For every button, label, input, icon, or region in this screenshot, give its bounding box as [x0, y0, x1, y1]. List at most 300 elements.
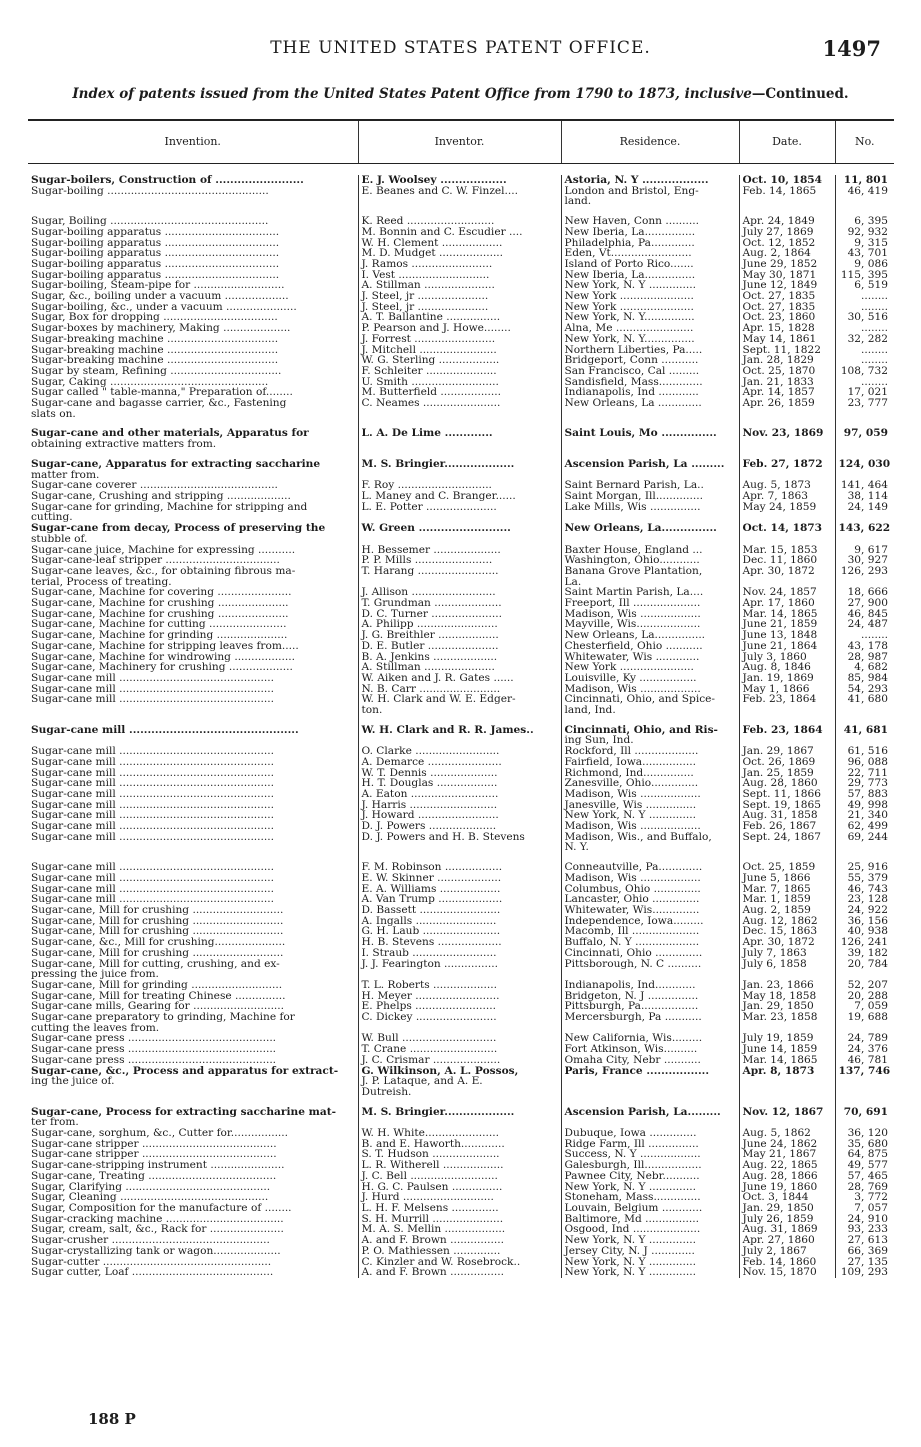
date-cell: Jan. 25, 1859: [739, 768, 835, 779]
blank-cell: [28, 419, 358, 428]
number-cell: 126, 293: [840, 565, 888, 577]
residence-cell: Osgood, Ind ....................: [561, 1224, 739, 1235]
date-cell: Jan. 28, 1829: [739, 355, 835, 366]
number-cell: 54, 293: [847, 683, 888, 695]
table-row: [28, 523, 894, 534]
residence-cell: N. Y.: [561, 842, 739, 853]
invention-cell: Sugar-cane, Treating ......................................: [28, 1171, 358, 1182]
inventor-cell: B. A. Jenkins ...................: [358, 652, 561, 663]
residence-cell: Saint Louis, Mo ...............: [561, 428, 739, 439]
inventor-cell: D. C. Turner .....................: [358, 609, 561, 620]
invention-cell: Sugar-cane mill ..............................................: [28, 810, 358, 821]
residence-cell: Pittsborough, N. C ..........: [561, 959, 739, 970]
table-row: [28, 1246, 894, 1257]
invention-cell: ing the juice of.: [28, 1076, 358, 1087]
blank-cell: [561, 853, 739, 862]
invention-cell: Sugar-breaking machine .................................: [28, 345, 358, 356]
date-cell: Apr. 15, 1828: [739, 323, 835, 334]
date-cell: Oct. 10, 1854: [739, 175, 835, 186]
table-row: [28, 1076, 894, 1087]
invention-cell: Sugar-crusher ...............................................: [28, 1235, 358, 1246]
residence-cell: Banana Grove Plantation,: [561, 566, 739, 577]
blank-cell: [835, 1098, 894, 1107]
date-cell: [739, 439, 835, 450]
residence-cell: Madison, Wis ..................: [561, 821, 739, 832]
invention-cell: Sugar-boiling ................................................: [28, 186, 358, 197]
inventor-cell: [358, 1117, 561, 1128]
residence-cell: Indianapolis, Ind ............: [561, 387, 739, 398]
inventor-cell: B. and E. Haworth.............: [358, 1139, 561, 1150]
date-cell: July 27, 1869: [739, 227, 835, 238]
inventor-cell: J. Ramos ........................: [358, 259, 561, 270]
number-cell: [835, 1087, 894, 1098]
number-cell: 22, 711: [847, 767, 888, 779]
invention-cell: Sugar-boxes by machinery, Making ....................: [28, 323, 358, 334]
date-cell: Oct. 27, 1835: [739, 302, 835, 313]
residence-cell: [561, 470, 739, 481]
number-cell: 62, 499: [847, 821, 888, 832]
invention-cell: Sugar-boiling apparatus ..................................: [28, 227, 358, 238]
date-cell: Apr. 17, 1860: [739, 598, 835, 609]
number-cell: 66, 369: [847, 1245, 888, 1257]
residence-cell: New Orleans, La...............: [561, 630, 739, 641]
invention-cell: Sugar-cane for grinding, Machine for stripping and: [28, 502, 358, 513]
table-row: [28, 450, 894, 459]
number-cell: 21, 340: [847, 810, 888, 822]
inventor-cell: T. L. Roberts ...................: [358, 980, 561, 991]
inventor-cell: D. E. Butler .....................: [358, 641, 561, 652]
inventor-cell: E. J. Woolsey ..................: [358, 175, 561, 186]
invention-cell: Sugar-cane mill ..............................................: [28, 862, 358, 873]
table-row: [28, 884, 894, 895]
number-cell: 27, 613: [847, 1235, 888, 1246]
date-cell: June 13, 1848: [739, 630, 835, 641]
inventor-cell: A. T. Ballantine ................: [358, 312, 561, 323]
number-cell: 17, 021: [847, 387, 888, 399]
blank-cell: [358, 1098, 561, 1107]
invention-cell: Sugar-cane, Crushing and stripping ...................: [28, 491, 358, 502]
residence-cell: [561, 409, 739, 420]
inventor-cell: S. T. Hudson ....................: [358, 1149, 561, 1160]
table-row: [28, 873, 894, 884]
table-row: [28, 1192, 894, 1203]
inventor-cell: P. P. Mills .......................: [358, 555, 561, 566]
number-cell: [835, 969, 894, 980]
inventor-cell: F. Roy ............................: [358, 480, 561, 491]
inventor-cell: D. J. Powers and H. B. Stevens: [358, 832, 561, 843]
date-cell: [739, 1087, 835, 1098]
inventor-cell: W. T. Dennis ....................: [358, 768, 561, 779]
residence-cell: Fairfield, Iowa................: [561, 757, 739, 768]
blank-cell: [28, 716, 358, 725]
inventor-cell: L. R. Witherell ..................: [358, 1160, 561, 1171]
inventor-cell: E. A. Williams ..................: [358, 884, 561, 895]
inventor-cell: T. Crane ..........................: [358, 1044, 561, 1055]
invention-cell: cutting.: [28, 512, 358, 523]
residence-cell: Ascension Parish, La.........: [561, 1107, 739, 1118]
number-cell: 55, 379: [847, 872, 888, 884]
inventor-cell: J. C. Crismar ....................: [358, 1055, 561, 1066]
date-cell: Apr. 24, 1849: [739, 216, 835, 227]
inventor-cell: [358, 409, 561, 420]
invention-cell: Sugar, Composition for the manufacture of ........: [28, 1203, 358, 1214]
table-row: [28, 662, 894, 673]
table-row: [28, 800, 894, 811]
invention-cell: Sugar-cane, Mill for crushing ...........................: [28, 948, 358, 959]
date-cell: Apr. 27, 1860: [739, 1235, 835, 1246]
date-cell: Feb. 14, 1865: [739, 186, 835, 197]
date-cell: [739, 842, 835, 853]
invention-cell: Sugar-cane mill ..............................................: [28, 694, 358, 705]
table-row: [28, 948, 894, 959]
inventor-cell: S. H. Murrill .....................: [358, 1214, 561, 1225]
invention-cell: Sugar-cane-leaf stripper ..................................: [28, 555, 358, 566]
table-row: [28, 207, 894, 216]
number-cell: 96, 088: [847, 756, 888, 768]
residence-cell: New York, N. Y ..............: [561, 810, 739, 821]
number-cell: 43, 701: [847, 248, 888, 259]
column-header-residence: Residence.: [561, 120, 739, 164]
table-row: [28, 1128, 894, 1139]
number-cell: 49, 577: [847, 1160, 888, 1171]
residence-cell: Madison, Wis ..................: [561, 789, 739, 800]
invention-cell: Sugar-cane, Mill for treating Chinese ...............: [28, 991, 358, 1002]
table-row: [28, 684, 894, 695]
table-row: [28, 1033, 894, 1044]
date-cell: Aug. 5, 1862: [739, 1128, 835, 1139]
date-cell: Apr. 26, 1859: [739, 398, 835, 409]
number-cell: 126, 241: [840, 937, 888, 948]
number-cell: 70, 691: [843, 1106, 888, 1118]
table-row: [28, 502, 894, 513]
number-cell: 69, 244: [847, 831, 888, 843]
column-header-number: No.: [835, 120, 894, 164]
date-cell: Oct. 25, 1870: [739, 366, 835, 377]
inventor-cell: J. P. Lataque, and A. E.: [358, 1076, 561, 1087]
date-cell: Apr. 30, 1872: [739, 937, 835, 948]
invention-cell: Sugar-cane mill ..............................................: [28, 832, 358, 843]
date-cell: Aug. 31, 1858: [739, 810, 835, 821]
blank-cell: [835, 207, 894, 216]
invention-cell: Sugar, cream, salt, &c., Rack for ......................: [28, 1224, 358, 1235]
date-cell: [739, 705, 835, 716]
invention-cell: Sugar-cane, Machine for windrowing ..................: [28, 652, 358, 663]
residence-cell: Cincinnati, Ohio, and Spice-: [561, 694, 739, 705]
residence-cell: Zanesville, Ohio..............: [561, 778, 739, 789]
residence-cell: Saint Bernard Parish, La..: [561, 480, 739, 491]
table-row: [28, 280, 894, 291]
residence-cell: Saint Morgan, Ill..............: [561, 491, 739, 502]
blank-cell: [561, 716, 739, 725]
table-row: [28, 302, 894, 313]
residence-cell: Paris, France .................: [561, 1066, 739, 1077]
invention-cell: Sugar-breaking machine .................................: [28, 334, 358, 345]
residence-cell: [561, 1087, 739, 1098]
number-cell: 24, 789: [847, 1033, 888, 1045]
inventor-cell: H. Bessemer ....................: [358, 545, 561, 556]
inventor-cell: J. J. Fearington ................: [358, 959, 561, 970]
table-row: [28, 980, 894, 991]
table-row: [28, 969, 894, 980]
table-row: [28, 789, 894, 800]
invention-cell: Sugar-cane mill ..............................................: [28, 821, 358, 832]
invention-cell: Sugar-cane, Mill for cutting, crushing, and ex-: [28, 959, 358, 970]
invention-cell: Sugar-cracking machine ...................................: [28, 1214, 358, 1225]
number-cell: 35, 680: [847, 1138, 888, 1150]
table-row: [28, 1098, 894, 1107]
invention-cell: Sugar-crystallizing tank or wagon....................: [28, 1246, 358, 1257]
date-cell: Mar. 7, 1865: [739, 884, 835, 895]
invention-cell: Sugar-boiling apparatus ..................................: [28, 259, 358, 270]
date-cell: Mar. 1, 1859: [739, 894, 835, 905]
number-cell: 18, 666: [847, 587, 888, 599]
invention-cell: Sugar-boilers, Construction of ........................: [28, 175, 358, 186]
invention-cell: Sugar by steam, Refining .................................: [28, 366, 358, 377]
number-cell: [835, 735, 894, 746]
table-row: [28, 1055, 894, 1066]
inventor-cell: F. M. Robinson .................: [358, 862, 561, 873]
date-cell: Aug. 28, 1860: [739, 778, 835, 789]
date-cell: May 1, 1866: [739, 684, 835, 695]
residence-cell: New York ......................: [561, 662, 739, 673]
table-row: [28, 1139, 894, 1150]
date-cell: Mar. 14, 1865: [739, 1055, 835, 1066]
date-cell: [739, 534, 835, 545]
residence-cell: [561, 1076, 739, 1087]
number-cell: 38, 114: [847, 490, 888, 502]
residence-cell: Richmond, Ind...............: [561, 768, 739, 779]
invention-cell: Sugar-cane preparatory to grinding, Machine for: [28, 1012, 358, 1023]
number-cell: 124, 030: [838, 458, 891, 470]
table-row: [28, 1203, 894, 1214]
number-cell: 24, 910: [847, 1213, 888, 1225]
table-row: [28, 746, 894, 757]
date-cell: [739, 196, 835, 207]
date-cell: May 14, 1861: [739, 334, 835, 345]
inventor-cell: Dutreish.: [358, 1087, 561, 1098]
residence-cell: New Iberia, La...............: [561, 270, 739, 281]
number-cell: [835, 439, 894, 450]
residence-cell: land.: [561, 196, 739, 207]
table-row: [28, 810, 894, 821]
residence-cell: [561, 439, 739, 450]
residence-cell: Macomb, Ill ....................: [561, 926, 739, 937]
inventor-cell: M. S. Bringier...................: [358, 459, 561, 470]
date-cell: July 7, 1863: [739, 948, 835, 959]
signature-mark: 188 P: [88, 1410, 136, 1428]
number-cell: ........: [861, 630, 888, 641]
residence-cell: Whitewater, Wis .............: [561, 652, 739, 663]
date-cell: Oct. 23, 1860: [739, 312, 835, 323]
table-row: [28, 1182, 894, 1193]
invention-cell: Sugar-cane, Mill for crushing ...........................: [28, 926, 358, 937]
invention-cell: Sugar-cane, Process for extracting saccharine mat-: [28, 1107, 358, 1118]
invention-cell: [28, 1087, 358, 1098]
number-cell: 57, 883: [847, 788, 888, 800]
date-cell: Nov. 23, 1869: [739, 428, 835, 439]
number-cell: 46, 743: [847, 883, 888, 895]
number-cell: 11, 801: [843, 175, 888, 186]
residence-cell: Success, N. Y ..................: [561, 1149, 739, 1160]
invention-cell: Sugar-cane press ............................................: [28, 1033, 358, 1044]
residence-cell: Louvain, Belgium ............: [561, 1203, 739, 1214]
invention-cell: Sugar, Boiling ...............................................: [28, 216, 358, 227]
blank-cell: [358, 853, 561, 862]
residence-cell: New Orleans, La .............: [561, 398, 739, 409]
residence-cell: Rockford, Ill ...................: [561, 746, 739, 757]
invention-cell: Sugar-cane, sorghum, &c., Cutter for.................: [28, 1128, 358, 1139]
table-row: [28, 291, 894, 302]
invention-cell: cutting the leaves from.: [28, 1023, 358, 1034]
table-body: [28, 175, 894, 1278]
date-cell: Nov. 15, 1870: [739, 1267, 835, 1278]
invention-cell: Sugar-cane mill ..............................................: [28, 757, 358, 768]
date-cell: July 6, 1858: [739, 959, 835, 970]
table-row: [28, 459, 894, 470]
number-cell: 24, 922: [847, 905, 888, 916]
date-cell: [739, 735, 835, 746]
inventor-cell: A. Ingalls ........................: [358, 916, 561, 927]
number-cell: 9, 315: [854, 237, 888, 249]
table-row: [28, 555, 894, 566]
number-cell: 27, 900: [847, 598, 888, 609]
table-row: [28, 387, 894, 398]
date-cell: [739, 1117, 835, 1128]
number-cell: [835, 842, 894, 853]
table-row: [28, 439, 894, 450]
date-cell: Jan. 23, 1866: [739, 980, 835, 991]
number-cell: 23, 128: [847, 894, 888, 905]
column-header-inventor: Inventor.: [358, 120, 561, 164]
residence-cell: Bridgeport, Conn ...........: [561, 355, 739, 366]
date-cell: Aug. 28, 1866: [739, 1171, 835, 1182]
table-row: [28, 716, 894, 725]
residence-cell: San Francisco, Cal .........: [561, 366, 739, 377]
number-cell: 61, 516: [847, 746, 888, 757]
blank-cell: [561, 419, 739, 428]
table-row: [28, 238, 894, 249]
table-row: [28, 894, 894, 905]
table-row: [28, 1044, 894, 1055]
inventor-cell: [358, 470, 561, 481]
inventor-cell: D. Bassett ........................: [358, 905, 561, 916]
invention-cell: Sugar-cane, Machine for stripping leaves from.....: [28, 641, 358, 652]
number-cell: 9, 086: [854, 258, 888, 270]
page-header: [0, 36, 921, 62]
residence-cell: [561, 1117, 739, 1128]
date-cell: Apr. 30, 1872: [739, 566, 835, 577]
table-row: [28, 641, 894, 652]
date-cell: June 21, 1859: [739, 619, 835, 630]
invention-cell: Sugar-cane mill ..............................................: [28, 746, 358, 757]
residence-cell: New California, Wis.........: [561, 1033, 739, 1044]
blank-cell: [28, 207, 358, 216]
inventor-cell: [358, 969, 561, 980]
invention-cell: Sugar-cane, Mill for crushing ...........................: [28, 905, 358, 916]
invention-cell: pressing the juice from.: [28, 969, 358, 980]
table-row: [28, 694, 894, 705]
invention-cell: Sugar-cane, Machine for crushing .....................: [28, 609, 358, 620]
date-cell: [739, 577, 835, 588]
residence-cell: ing Sun, Ind.: [561, 735, 739, 746]
residence-cell: Chesterfield, Ohio ...........: [561, 641, 739, 652]
residence-cell: Columbus, Ohio ..............: [561, 884, 739, 895]
table-row: [28, 735, 894, 746]
inventor-cell: A. and F. Brown ................: [358, 1235, 561, 1246]
page-number: 1497: [822, 36, 881, 61]
date-cell: Apr. 7, 1863: [739, 491, 835, 502]
residence-cell: Mercersburgh, Pa ...........: [561, 1012, 739, 1023]
table-row: [28, 577, 894, 588]
inventor-cell: ton.: [358, 705, 561, 716]
table-row: [28, 480, 894, 491]
number-cell: 28, 987: [847, 651, 888, 663]
number-cell: [835, 196, 894, 207]
date-cell: Feb. 23, 1864: [739, 725, 835, 736]
invention-cell: Sugar-cutter ..................................................: [28, 1257, 358, 1268]
date-cell: Aug. 2, 1859: [739, 905, 835, 916]
invention-cell: Sugar-cane press ............................................: [28, 1055, 358, 1066]
table-row: [28, 334, 894, 345]
patent-index-table: [28, 119, 894, 1278]
date-cell: Feb. 26, 1867: [739, 821, 835, 832]
date-cell: Apr. 14, 1857: [739, 387, 835, 398]
residence-cell: New York, N. Y ..............: [561, 1257, 739, 1268]
inventor-cell: A. Stillman .....................: [358, 280, 561, 291]
blank-cell: [739, 853, 835, 862]
invention-cell: Sugar, Box for dropping ..................................: [28, 312, 358, 323]
table-row: [28, 355, 894, 366]
number-cell: 46, 419: [847, 185, 888, 197]
blank-cell: [561, 207, 739, 216]
date-cell: June 29, 1852: [739, 259, 835, 270]
number-cell: 36, 156: [847, 915, 888, 927]
number-cell: 7, 059: [854, 1001, 888, 1013]
table-row: [28, 1224, 894, 1235]
table-row: [28, 419, 894, 428]
residence-cell: New York, N. Y...............: [561, 312, 739, 323]
table-row: [28, 491, 894, 502]
table-row: [28, 991, 894, 1002]
date-cell: Apr. 8, 1873: [739, 1066, 835, 1077]
residence-cell: London and Bristol, Eng-: [561, 186, 739, 197]
residence-cell: Philadelphia, Pa.............: [561, 238, 739, 249]
date-cell: Oct. 3, 1844: [739, 1192, 835, 1203]
invention-cell: Sugar cutter, Loaf ..........................................: [28, 1267, 358, 1278]
residence-cell: New Orleans, La...............: [561, 523, 739, 534]
residence-cell: Omaha City, Nebr ...........: [561, 1055, 739, 1066]
inventor-cell: [358, 577, 561, 588]
inventor-cell: A. and F. Brown ................: [358, 1267, 561, 1278]
date-cell: Aug. 5, 1873: [739, 480, 835, 491]
date-cell: May 18, 1858: [739, 991, 835, 1002]
number-cell: 32, 282: [847, 333, 888, 345]
inventor-cell: D. J. Powers ....................: [358, 821, 561, 832]
residence-cell: Madison, Wis ..................: [561, 873, 739, 884]
number-cell: 6, 395: [854, 216, 888, 227]
invention-cell: Sugar-boiling apparatus ..................................: [28, 238, 358, 249]
number-cell: 115, 395: [840, 269, 888, 281]
date-cell: Sept. 11, 1866: [739, 789, 835, 800]
residence-cell: Freeport, Ill ....................: [561, 598, 739, 609]
number-cell: 3, 772: [854, 1192, 888, 1203]
invention-cell: Sugar-cane and other materials, Apparatus for: [28, 428, 358, 439]
blank-cell: [358, 716, 561, 725]
residence-cell: Baltimore, Md ................: [561, 1214, 739, 1225]
table-row: [28, 842, 894, 853]
number-cell: 24, 487: [847, 619, 888, 631]
inventor-cell: [358, 512, 561, 523]
